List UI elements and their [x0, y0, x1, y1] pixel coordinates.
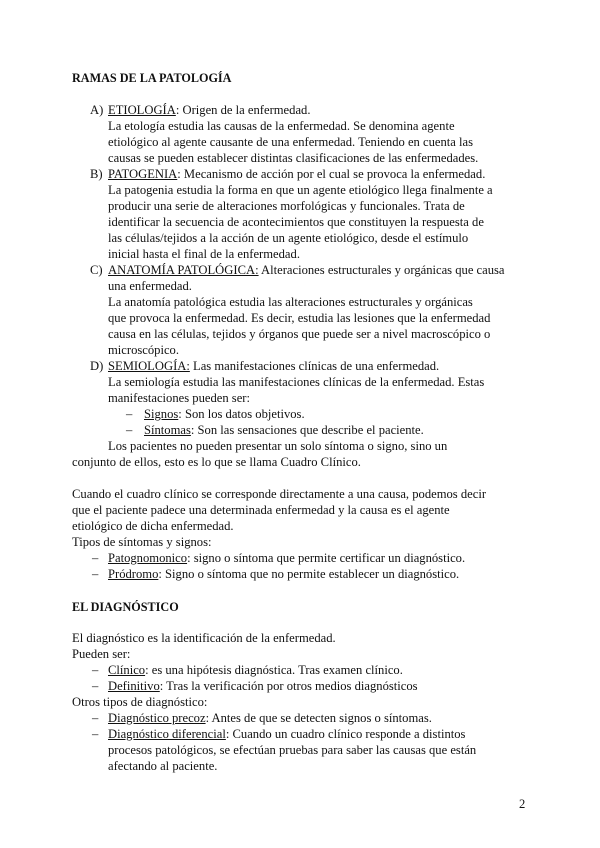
item-d-after-line: conjunto de ellos, esto es lo que se llama Cuadro Clínico. — [72, 455, 361, 469]
list-marker-a: A) — [90, 103, 104, 117]
item-b-line: La patogenia estudia la forma en que un agente etiológico llega finalmente a — [108, 183, 493, 197]
item-a-line: etiológico al agente causante de una enfermedad. Teniendo en cuenta las — [108, 135, 473, 149]
item-c-line: que provoca la enfermedad. Es decir, estudia las lesiones que la enfermedad — [108, 311, 491, 325]
bullet-prodromo — [108, 566, 459, 582]
bullet-precoz-text: : Antes de que se detecten signos o síntomas. — [205, 711, 432, 725]
item-b-definition: : Mecanismo de acción por el cual se provoca la enfermedad. — [177, 167, 486, 181]
bullet-dash: – — [92, 663, 99, 677]
bullet-dash: – — [126, 423, 133, 437]
term-patognomonico: Patognomonico — [108, 551, 188, 565]
otros-tipos-label: Otros tipos de diagnóstico: — [72, 695, 208, 709]
bullet-patognomonico — [108, 550, 465, 566]
page-number: 2 — [519, 797, 526, 811]
item-a-heading — [108, 102, 310, 118]
term-diagnostico-precoz: Diagnóstico precoz — [108, 711, 206, 725]
bullet-diferencial — [108, 726, 465, 742]
term-anatomia-patologica: ANATOMÍA PATOLÓGICA: — [108, 263, 259, 277]
bullet-dash: – — [92, 679, 99, 693]
diagnostico-intro: El diagnóstico es la identificación de la enfermedad. — [72, 631, 336, 645]
bullet-sintomas-text: : Son las sensaciones que describe el paciente. — [190, 423, 424, 437]
paragraph-line: que el paciente padece una determinada enfermedad y la causa es el agente — [72, 503, 450, 517]
item-c-definition: Alteraciones estructurales y orgánicas que causa — [258, 263, 505, 277]
item-a-line: La etología estudia las causas de la enfermedad. Se denomina agente — [108, 119, 455, 133]
section-title-diagnostico: EL DIAGNÓSTICO — [72, 600, 179, 614]
paragraph-line: etiológico de dicha enfermedad. — [72, 519, 234, 533]
bullet-dash: – — [92, 727, 99, 741]
item-d-after-line: Los pacientes no pueden presentar un solo síntoma o signo, sino un — [108, 439, 448, 453]
bullet-dash: – — [92, 711, 99, 725]
item-c-line: microscópico. — [108, 343, 179, 357]
bullet-diferencial-cont: afectando al paciente. — [108, 759, 218, 773]
pueden-ser-label: Pueden ser: — [72, 647, 131, 661]
bullet-signos — [144, 406, 305, 422]
item-c-heading — [108, 262, 505, 278]
item-a-definition: : Origen de la enfermedad. — [175, 103, 311, 117]
paragraph-line: Cuando el cuadro clínico se corresponde directamente a una causa, podemos decir — [72, 487, 487, 501]
item-b-heading — [108, 166, 485, 182]
bullet-diferencial-cont: procesos patológicos, se efectúan pruebas para saber las causas que están — [108, 743, 477, 757]
item-a-line: causas se pueden establecer distintas clasificaciones de las enfermedades. — [108, 151, 479, 165]
term-patogenia: PATOGENIA — [108, 167, 178, 181]
bullet-clinico-text: : es una hipótesis diagnóstica. Tras examen clínico. — [145, 663, 403, 677]
bullet-clinico — [108, 662, 403, 678]
item-c-line: causa en las células, tejidos y órganos que puede ser a nivel macroscópico o — [108, 327, 491, 341]
item-d-definition: Las manifestaciones clínicas de una enfermedad. — [189, 359, 440, 373]
item-b-line: identificar la secuencia de acontecimientos que constituyen la respuesta de — [108, 215, 484, 229]
term-diagnostico-diferencial: Diagnóstico diferencial — [108, 727, 226, 741]
term-prodromo: Pródromo — [108, 567, 159, 581]
bullet-definitivo-text: : Tras la verificación por otros medios diagnósticos — [159, 679, 418, 693]
tipos-label: Tipos de síntomas y signos: — [72, 535, 212, 549]
list-marker-c: C) — [90, 263, 103, 277]
term-sintomas: Síntomas — [144, 423, 191, 437]
item-b-line: las células/tejidos a la acción de un agente etiológico, desde el estímulo — [108, 231, 469, 245]
bullet-dash: – — [92, 551, 99, 565]
list-marker-b: B) — [90, 167, 103, 181]
bullet-diferencial-text: : Cuando un cuadro clínico responde a distintos — [225, 727, 466, 741]
item-d-line: manifestaciones pueden ser: — [108, 391, 250, 405]
term-clinico: Clínico — [108, 663, 146, 677]
bullet-dash: – — [92, 567, 99, 581]
bullet-definitivo — [108, 678, 418, 694]
item-b-line: producir una serie de alteraciones morfológicas y funcionales. Trata de — [108, 199, 465, 213]
bullet-precoz — [108, 710, 432, 726]
term-signos: Signos — [144, 407, 179, 421]
list-marker-d: D) — [90, 359, 104, 373]
item-b-line: inicial hasta el final de la enfermedad. — [108, 247, 300, 261]
item-c-line: La anatomía patológica estudia las alteraciones estructurales y orgánicas — [108, 295, 473, 309]
bullet-dash: – — [126, 407, 133, 421]
bullet-sintomas — [144, 422, 424, 438]
bullet-prodromo-text: : Signo o síntoma que no permite establecer un diagnóstico. — [158, 567, 460, 581]
term-definitivo: Definitivo — [108, 679, 160, 693]
bullet-signos-text: : Son los datos objetivos. — [178, 407, 305, 421]
bullet-patognomonico-text: : signo o síntoma que permite certificar un diagnóstico. — [187, 551, 466, 565]
item-d-heading — [108, 358, 439, 374]
item-c-heading-cont: una enfermedad. — [108, 279, 192, 293]
item-d-line: La semiología estudia las manifestaciones clínicas de la enfermedad. Estas — [108, 375, 485, 389]
section-title-ramas: RAMAS DE LA PATOLOGÍA — [72, 71, 232, 85]
term-etiologia: ETIOLOGÍA — [108, 103, 176, 117]
term-semiologia: SEMIOLOGÍA: — [108, 359, 190, 373]
